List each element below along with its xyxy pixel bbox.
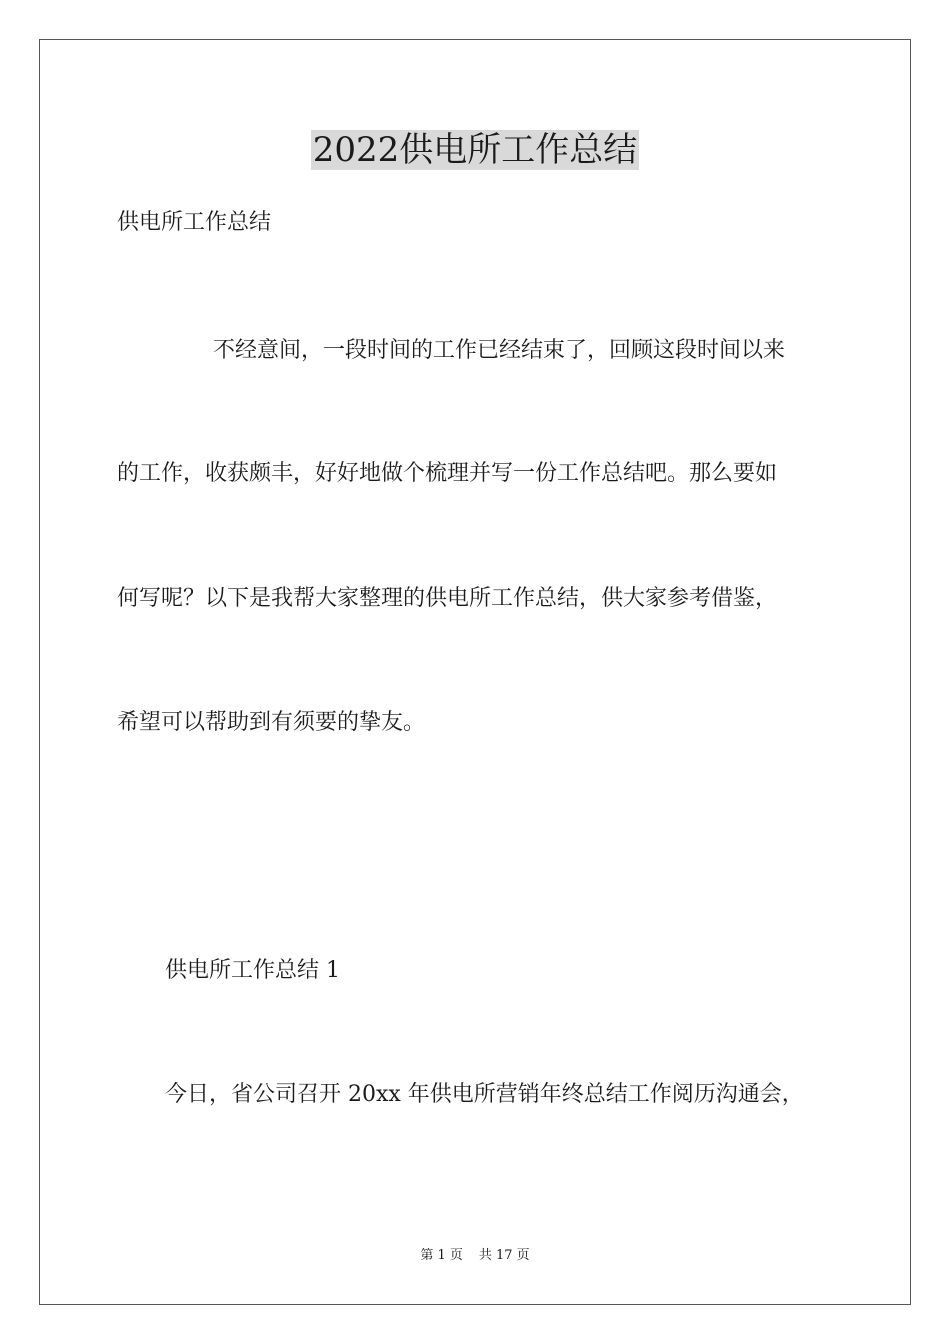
page-number: 第 1 页 xyxy=(420,1248,463,1263)
page-total: 共 17 页 xyxy=(478,1248,530,1263)
intro-line-2: 的工作，收获颇丰，好好地做个梳理并写一份工作总结吧。那么要如 xyxy=(117,461,778,486)
section-heading: 供电所工作总结 1 xyxy=(165,958,340,983)
document-title-text: 2022供电所工作总结 xyxy=(312,130,638,170)
document-subtitle: 供电所工作总结 xyxy=(117,210,272,235)
document-title xyxy=(0,128,950,172)
intro-line-1: 不经意间，一段时间的工作已经结束了，回顾这段时间以来 xyxy=(213,338,786,363)
page-footer xyxy=(0,1246,950,1266)
intro-line-3: 何写呢？以下是我帮大家整理的供电所工作总结，供大家参考借鉴， xyxy=(117,586,778,611)
intro-line-4: 希望可以帮助到有须要的挚友。 xyxy=(117,710,426,735)
body-line-1: 今日，省公司召开 20xx 年供电所营销年终总结工作阅历沟通会， xyxy=(165,1082,804,1107)
